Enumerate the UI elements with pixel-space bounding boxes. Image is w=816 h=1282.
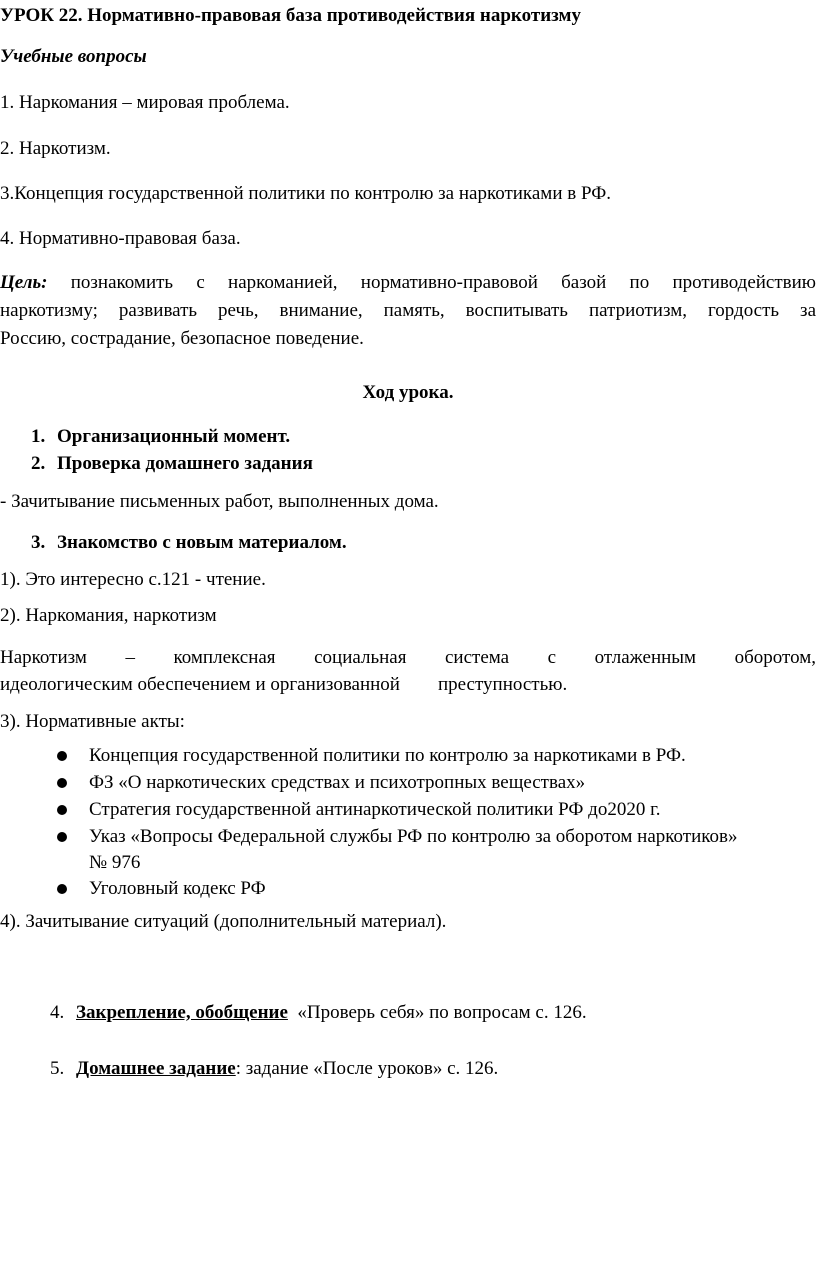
act-item: ФЗ «О наркотических средствах и психотропных веществах»	[89, 772, 586, 793]
definition-line: идеологическим обеспечением и организованной преступностью.	[0, 674, 568, 695]
step-text: Знакомство с новым материалом.	[57, 532, 347, 553]
material-point: 3). Нормативные акты:	[0, 711, 185, 732]
lesson-title: УРОК 22. Нормативно-правовая база противодействия наркотизму	[0, 5, 581, 26]
step-text: Проверка домашнего задания	[57, 453, 313, 474]
lesson-plan-heading: Ход урока.	[362, 382, 454, 403]
step-number: 2.	[31, 453, 46, 474]
material-point: 2). Наркомания, наркотизм	[0, 605, 217, 626]
step-item	[31, 424, 290, 451]
step-rest-text: : задание «После уроков» с. 126.	[235, 1057, 499, 1079]
act-item: Стратегия государственной антинаркотической политики РФ до2020 г.	[89, 799, 661, 820]
bullet-icon	[57, 884, 67, 894]
step-rest-text: «Проверь себя» по вопросам с. 126.	[287, 1001, 587, 1023]
act-item: Указ «Вопросы Федеральной службы РФ по контролю за оборотом наркотиков»	[89, 826, 738, 847]
step-item	[31, 530, 347, 557]
step-number: 4.	[50, 1001, 65, 1023]
material-point: 1). Это интересно с.121 - чтение.	[0, 569, 266, 590]
question-item: 1. Наркомания – мировая проблема.	[0, 92, 290, 113]
goal-line: наркотизму; развивать речь, внимание, память, воспитывать патриотизм, гордость за	[0, 300, 816, 321]
act-item: Уголовный кодекс РФ	[89, 878, 266, 899]
act-item-continuation: № 976	[89, 852, 141, 873]
step-number: 1.	[31, 426, 46, 447]
question-item: 4. Нормативно-правовая база.	[0, 228, 241, 249]
goal-label: Цель:	[0, 272, 48, 293]
step-bold-text: Домашнее задание	[76, 1057, 236, 1079]
goal-line	[0, 270, 816, 297]
bullet-icon	[57, 778, 67, 788]
step-text: Организационный момент.	[57, 426, 291, 447]
step-number: 5.	[50, 1057, 65, 1079]
act-item: Концепция государственной политики по контролю за наркотиками в РФ.	[89, 745, 686, 766]
bullet-icon	[57, 805, 67, 815]
bullet-icon	[57, 832, 67, 842]
goal-line: Россию, сострадание, безопасное поведение.	[0, 328, 364, 349]
step-item	[31, 1029, 498, 1109]
bullet-icon	[57, 751, 67, 761]
question-item: 2. Наркотизм.	[0, 138, 111, 159]
definition-line: Наркотизм – комплексная социальная система с отлаженным оборотом,	[0, 647, 816, 668]
question-item: 3.Концепция государственной политики по контролю за наркотиками в РФ.	[0, 183, 611, 204]
questions-heading: Учебные вопросы	[0, 46, 147, 67]
step-bold-text: Закрепление, обобщение	[76, 1001, 288, 1023]
goal-text: познакомить с наркоманией, нормативно-правовой базой по противодействию	[70, 272, 816, 293]
step-detail: - Зачитывание письменных работ, выполненных дома.	[0, 491, 439, 512]
step-number: 3.	[31, 532, 46, 553]
step-item	[31, 451, 313, 478]
material-point: 4). Зачитывание ситуаций (дополнительный материал).	[0, 911, 447, 932]
